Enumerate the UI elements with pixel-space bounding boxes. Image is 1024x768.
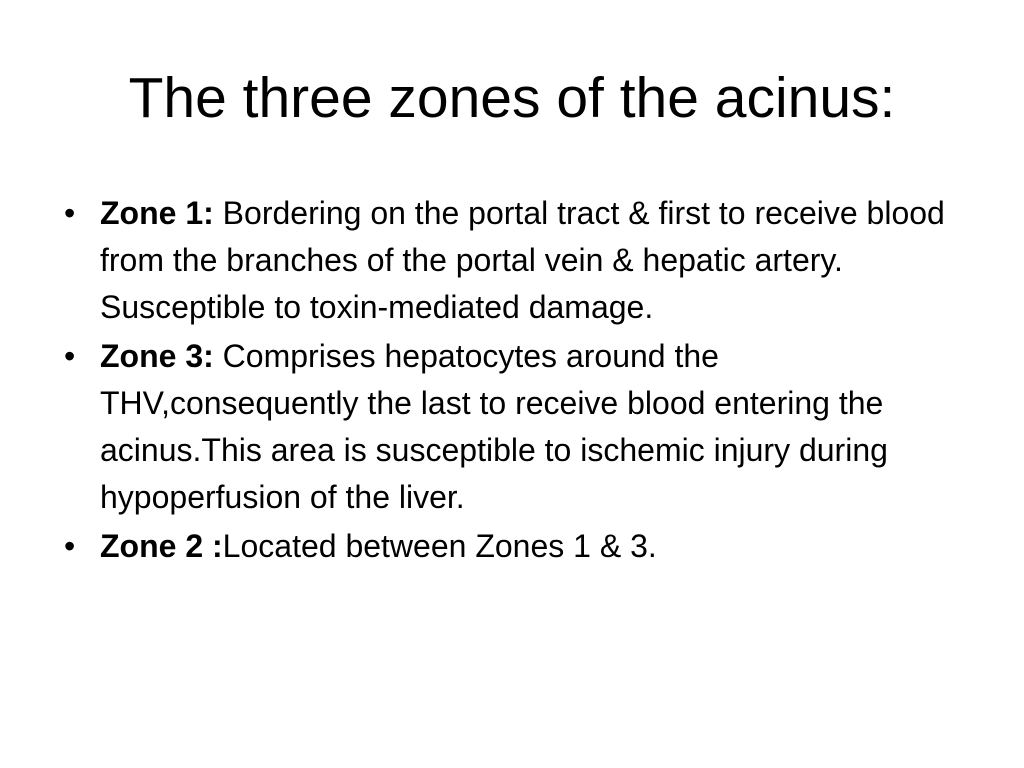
zone-description: Located between Zones 1 & 3.	[222, 528, 657, 564]
bullet-zone-1	[58, 190, 958, 331]
zone-description: Comprises hepatocytes around the THV,consequently the last to receive blood entering the acinus.This area is susceptible to ischemic injury during hypoperfusion of the liver.	[100, 338, 888, 515]
bullet-icon: •	[64, 338, 76, 374]
zone-label: Zone 3:	[100, 338, 214, 374]
bullet-zone-3	[58, 333, 958, 521]
bullet-icon: •	[64, 195, 76, 231]
bullet-list	[58, 190, 958, 572]
zone-description: Bordering on the portal tract & first to receive blood from the branches of the portal vein & hepatic artery. Susceptible to toxin-mediated damage.	[100, 195, 945, 325]
bullet-zone-2	[58, 523, 958, 570]
zone-label: Zone 2 :	[100, 528, 223, 564]
zone-label: Zone 1:	[100, 195, 214, 231]
bullet-icon: •	[64, 528, 76, 564]
slide-title: The three zones of the acinus:	[128, 66, 896, 130]
